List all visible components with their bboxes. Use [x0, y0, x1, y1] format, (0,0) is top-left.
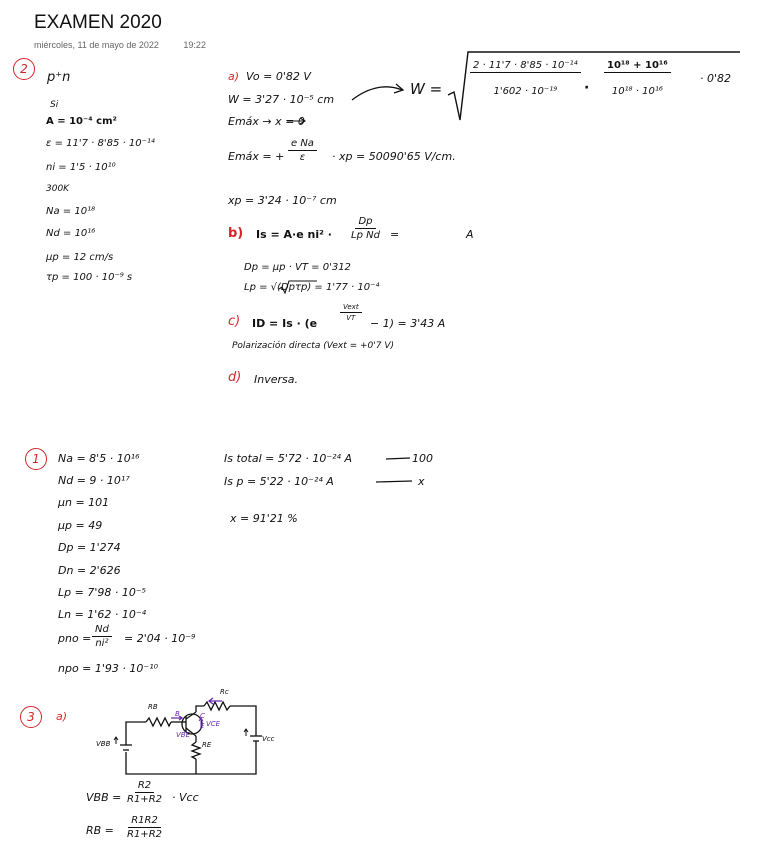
part-label-a: a) — [56, 710, 68, 723]
p2-data-line: ni = 1'5 · 10¹⁰ — [46, 162, 116, 173]
circuit-label-rb: RB — [148, 703, 158, 711]
p2-data-line: μp = 12 cm/s — [46, 252, 114, 263]
p1-data-line: Na = 8'5 · 10¹⁶ — [58, 452, 140, 465]
w-formula-lhs: W = — [410, 80, 443, 98]
p1-data-line: μp = 49 — [58, 519, 103, 532]
part-label-d: d) — [228, 370, 242, 385]
xp-line: xp = 3'24 · 10⁻⁷ cm — [228, 194, 337, 207]
is-equals: = — [390, 228, 400, 241]
p2-data-line: Na = 10¹⁸ — [46, 206, 96, 217]
circuit-label-rc: Rc — [220, 688, 229, 696]
circuit-label-re: RE — [202, 741, 212, 749]
page-date: miércoles, 11 de mayo de 2022 — [34, 40, 159, 50]
lp-line: Lp = √(Dpτp) = 1'77 · 10⁻⁴ — [244, 282, 380, 293]
p2-a-line: Vo = 0'82 V — [246, 70, 311, 83]
vbb-lhs: VBB = — [86, 791, 122, 804]
page-title: EXAMEN 2020 — [34, 12, 162, 33]
w-fraction-2: $\frac{\text{10¹⁸ + 10¹⁶}}{\text{10¹⁸ · 10¹⁶}}$ — [604, 60, 671, 97]
w-dot: · — [584, 80, 590, 96]
w-tail: · 0'82 — [700, 72, 732, 85]
page-time: 19:22 — [183, 40, 206, 50]
p2-data-line: Nd = 10¹⁶ — [46, 228, 96, 239]
problem-number: 3 — [20, 706, 42, 728]
polarizacion-note: Polarización directa (Vext = +0'7 V) — [232, 341, 395, 351]
dp-line: Dp = μp · VT = 0'312 — [244, 262, 351, 273]
emax-fraction: $\frac{\text{e Na}}{\varepsilon}$ — [288, 138, 317, 163]
p1-data-line: Lp = 7'98 · 10⁻⁵ — [58, 586, 147, 599]
part-label-c: c) — [228, 314, 241, 329]
circuit-label-b: B — [175, 710, 180, 718]
pno-fraction: $\frac{Nd}{\text{ni²}}$ — [92, 624, 112, 649]
is-total-line: Is total = 5'72 · 10⁻²⁴ A — [224, 452, 352, 465]
circuit-label-vbe: VBE — [176, 731, 191, 739]
vbb-fraction: $\frac{R2}{R1+R2}$ — [127, 780, 162, 805]
is-unit: A — [466, 228, 474, 241]
pno-rhs: = 2'04 · 10⁻⁹ — [124, 632, 196, 645]
circuit-label-c: C — [200, 712, 205, 720]
is-p-line: Is p = 5'22 · 10⁻²⁴ A — [224, 475, 334, 488]
x-result: x = 91'21 % — [230, 512, 298, 525]
p2-data-line: ε = 11'7 · 8'85 · 10⁻¹⁴ — [46, 138, 155, 149]
is-formula-lhs: Is = A·e ni² · — [256, 228, 332, 241]
p2-data-line: τp = 100 · 10⁻⁹ s — [46, 272, 133, 283]
p1-data-line: Dn = 2'626 — [58, 564, 121, 577]
id-formula-rhs: − 1) = 3'43 A — [370, 317, 446, 330]
is-total-tail: 100 — [412, 452, 433, 465]
p2-data-line: p⁺n — [47, 70, 71, 85]
w-fraction-1: $\frac{\text{2 · 11'7 · 8'85 · 10⁻¹⁴}}{\text{1'602 · 10⁻¹⁹}}$ — [470, 60, 581, 97]
problem-number: 2 — [13, 58, 35, 80]
problem-number: 1 — [25, 448, 47, 470]
pno-lhs: pno = — [58, 632, 92, 645]
circuit-label-vce: VCE — [206, 720, 221, 728]
p2-data-line: 300K — [46, 184, 70, 194]
is-fraction: $\frac{Dp}{\text{Lp Nd}}$ — [351, 216, 380, 241]
emax-lhs: Emáx = + — [228, 150, 285, 163]
id-exponent: Vext VT — [340, 303, 362, 322]
circuit-label-e: E — [200, 722, 205, 730]
is-p-tail: x — [418, 475, 425, 488]
vbb-rhs: · Vcc — [172, 791, 199, 804]
part-label-a: a) — [228, 70, 240, 83]
d-answer: Inversa. — [254, 373, 298, 386]
p2-data-line: Si — [50, 100, 59, 110]
p1-data-line: Dp = 1'274 — [58, 541, 121, 554]
p1-data-line: Nd = 9 · 10¹⁷ — [58, 474, 130, 487]
rb-fraction: $\frac{R1R2}{R1+R2}$ — [127, 815, 162, 840]
circuit-label-vbb: VBB — [96, 740, 111, 748]
p1-data-line: μn = 101 — [58, 496, 110, 509]
rb-lhs: RB = — [86, 824, 114, 837]
emax-rhs: · xp = 50090'65 V/cm. — [332, 150, 456, 163]
circuit-label-vcc: Vcc — [262, 735, 275, 743]
npo-line: npo = 1'93 · 10⁻¹⁰ — [58, 662, 159, 675]
p1-data-line: Ln = 1'62 · 10⁻⁴ — [58, 608, 147, 621]
part-label-b: b) — [228, 226, 244, 241]
p2-data-line: A = 10⁻⁴ cm² — [46, 116, 117, 127]
p2-a-line: Emáx → x = 0 — [228, 115, 305, 128]
p2-a-line: W = 3'27 · 10⁻⁵ cm — [228, 93, 335, 106]
id-formula-lhs: ID = Is · (e — [252, 317, 318, 330]
